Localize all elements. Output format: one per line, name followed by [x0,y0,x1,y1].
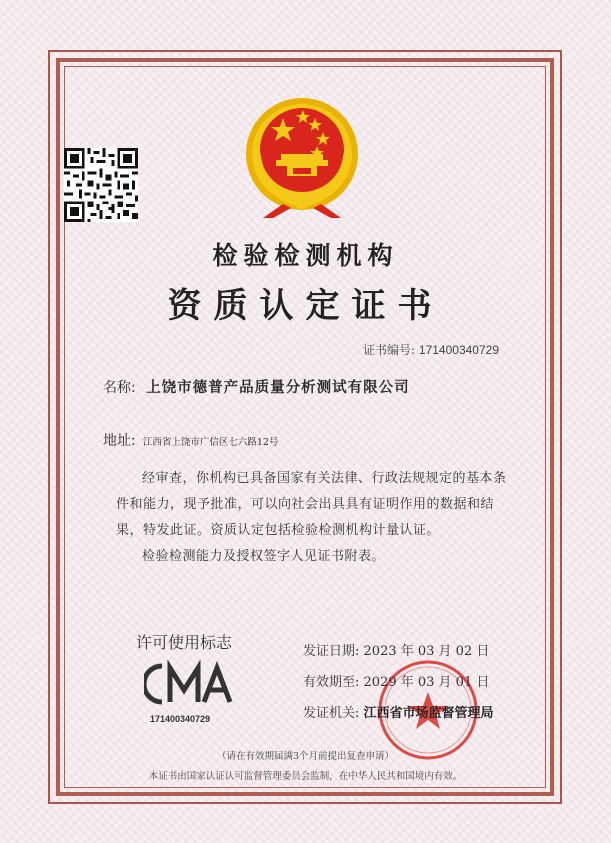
issue-info [303,636,494,729]
name-label: 名称: [103,380,136,396]
issue-date-label: 发证日期: [303,644,360,659]
issue-date-row [303,636,494,667]
valid-until-row [303,667,494,698]
certificate-number-label: 证书编号: [363,343,416,357]
institution-name-row [103,376,410,397]
renewal-note: （请在有效期届满3个月前提出复查申请） [216,751,395,762]
name-value: 上饶市德普产品质量分析测试有限公司 [146,380,410,396]
footer-note: 本证书由国家认证认可监督管理委员会监制，在中华人民共和国境内有效。 [148,771,463,782]
authority-row [303,698,494,729]
qr-code-icon [64,148,138,222]
approval-paragraph: 经审查，你机构已具备国家有关法律、行政法规规定的基本条件和能力，现予批准，可以向社会出具具有证明作用的数据和结果，特发此证。资质认定包括检验检测机构计量认证。 [116,471,507,538]
valid-until-value: 2029 年 03 月 01 日 [363,675,490,690]
annex-paragraph: 检验检测能力及授权签字人见证书附表。 [142,549,386,564]
cma-logo-icon [144,660,236,708]
authority-label: 发证机关: [303,706,360,721]
title-line-2: 资质认定证书 [167,286,444,326]
title-line-1: 检验检测机构 [212,241,399,270]
national-emblem-icon [243,96,361,220]
address-label: 地址: [103,433,136,449]
issue-date-value: 2023 年 03 月 02 日 [363,644,490,659]
certificate-number [363,341,499,358]
mark-number: 171400340729 [150,714,211,724]
address-value: 江西省上饶市广信区七六路12号 [142,437,279,448]
mark-label: 许可使用标志 [136,633,233,652]
authority-value: 江西省市场监督管理局 [363,706,494,721]
valid-until-label: 有效期至: [303,675,360,690]
certificate-number-value: 171400340729 [418,343,499,357]
address-row [103,430,278,450]
approval-text [116,466,518,570]
